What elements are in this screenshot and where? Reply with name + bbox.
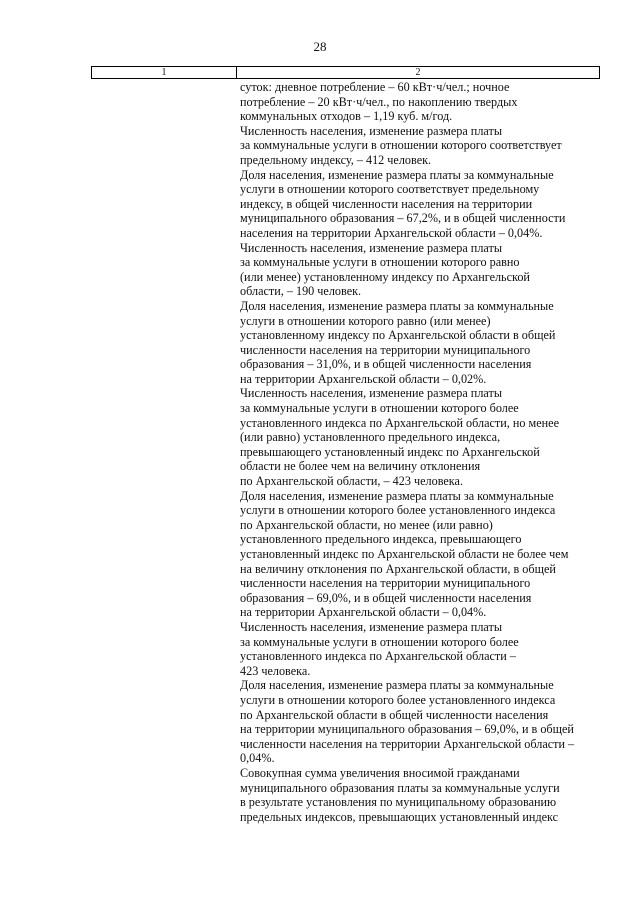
text-line: на территории Архангельской области – 0,02%. — [240, 371, 487, 386]
table-header — [91, 66, 600, 79]
table-header-col-2: 2 — [415, 67, 421, 78]
text-line: в результате установления по муниципальному образованию — [240, 795, 557, 810]
text-line: численности населения на территории Архангельской области – — [240, 736, 575, 751]
text-line: установленного индекса по Архангельской области – — [240, 649, 516, 664]
text-line: образования – 69,0%, и в общей численности населения — [240, 590, 532, 605]
text-line: по Архангельской области, но менее (или равно) — [240, 517, 493, 532]
text-line: на территории Архангельской области – 0,04%. — [240, 605, 487, 620]
text-line: образования – 31,0%, и в общей численности населения — [240, 357, 532, 372]
text-line: (или равно) установленного предельного индекса, — [240, 430, 501, 445]
text-line: численности населения на территории муниципального — [240, 342, 531, 357]
page-number: 28 — [313, 39, 327, 54]
text-line: установленного предельного индекса, превышающего — [240, 532, 522, 547]
text-line: численности населения на территории муниципального — [240, 576, 531, 591]
text-line: Доля населения, изменение размера платы за коммунальные — [240, 167, 554, 182]
text-line: услуги в отношении которого более установленного индекса — [240, 692, 556, 707]
text-line: 423 человека. — [240, 663, 311, 678]
text-line: на территории муниципального образования – 69,0%, и в общей — [240, 722, 574, 737]
text-line: коммунальных отходов – 1,19 куб. м/год. — [240, 109, 453, 124]
text-line: Численность населения, изменение размера платы — [240, 240, 503, 255]
text-line: услуги в отношении которого более установленного индекса — [240, 503, 556, 518]
text-line: муниципального образования платы за коммунальные услуги — [240, 780, 560, 795]
text-line: превышающего установленный индекс по Архангельской — [240, 444, 540, 459]
text-line: по Архангельской области, – 423 человека. — [240, 474, 463, 489]
text-line: Доля населения, изменение размера платы за коммунальные — [240, 488, 554, 503]
text-line: установленному индексу по Архангельской области в общей — [240, 328, 556, 343]
text-line: суток: дневное потребление – 60 кВт·ч/чел.; ночное — [240, 80, 510, 94]
text-line: муниципального образования – 67,2%, и в общей численности — [240, 211, 566, 226]
text-line: за коммунальные услуги в отношении которого соответствует — [240, 138, 562, 153]
text-line: индексу, в общей численности населения на территории — [240, 196, 533, 211]
text-line: Численность населения, изменение размера платы — [240, 123, 503, 138]
text-line: 0,04%. — [240, 751, 275, 766]
text-line: Совокупная сумма увеличения вносимой гражданами — [240, 765, 520, 780]
text-line: Численность населения, изменение размера платы — [240, 386, 503, 401]
text-line: Доля населения, изменение размера платы за коммунальные — [240, 678, 554, 693]
text-line: Доля населения, изменение размера платы за коммунальные — [240, 298, 554, 313]
text-line: за коммунальные услуги в отношении которого более — [240, 401, 519, 416]
table-header-col-1: 1 — [92, 67, 237, 78]
text-line: области, – 190 человек. — [240, 284, 362, 299]
text-line: потребление – 20 кВт·ч/чел., по накоплению твердых — [240, 94, 518, 109]
text-line: установленного индекса по Архангельской области, но менее — [240, 415, 559, 430]
text-line: населения на территории Архангельской области – 0,04%. — [240, 225, 543, 240]
text-line: услуги в отношении которого равно (или менее) — [240, 313, 491, 328]
text-line: установленный индекс по Архангельской области не более чем — [240, 547, 569, 561]
document-body-text — [240, 80, 600, 824]
text-line: за коммунальные услуги в отношении которого равно — [240, 255, 520, 270]
text-line: предельному индексу, – 412 человек. — [240, 152, 432, 167]
text-line: (или менее) установленному индексу по Архангельской — [240, 269, 530, 284]
text-line: Численность населения, изменение размера платы — [240, 619, 503, 634]
text-line: области не более чем на величину отклонения — [240, 459, 481, 474]
text-line: за коммунальные услуги в отношении которого более — [240, 634, 519, 649]
text-line: на величину отклонения по Архангельской области, в общей — [240, 561, 556, 576]
text-line: услуги в отношении которого соответствует предельному — [240, 182, 540, 197]
text-line: предельных индексов, превышающих установленный индекс — [240, 809, 559, 824]
text-line: по Архангельской области в общей численности населения — [240, 707, 549, 722]
